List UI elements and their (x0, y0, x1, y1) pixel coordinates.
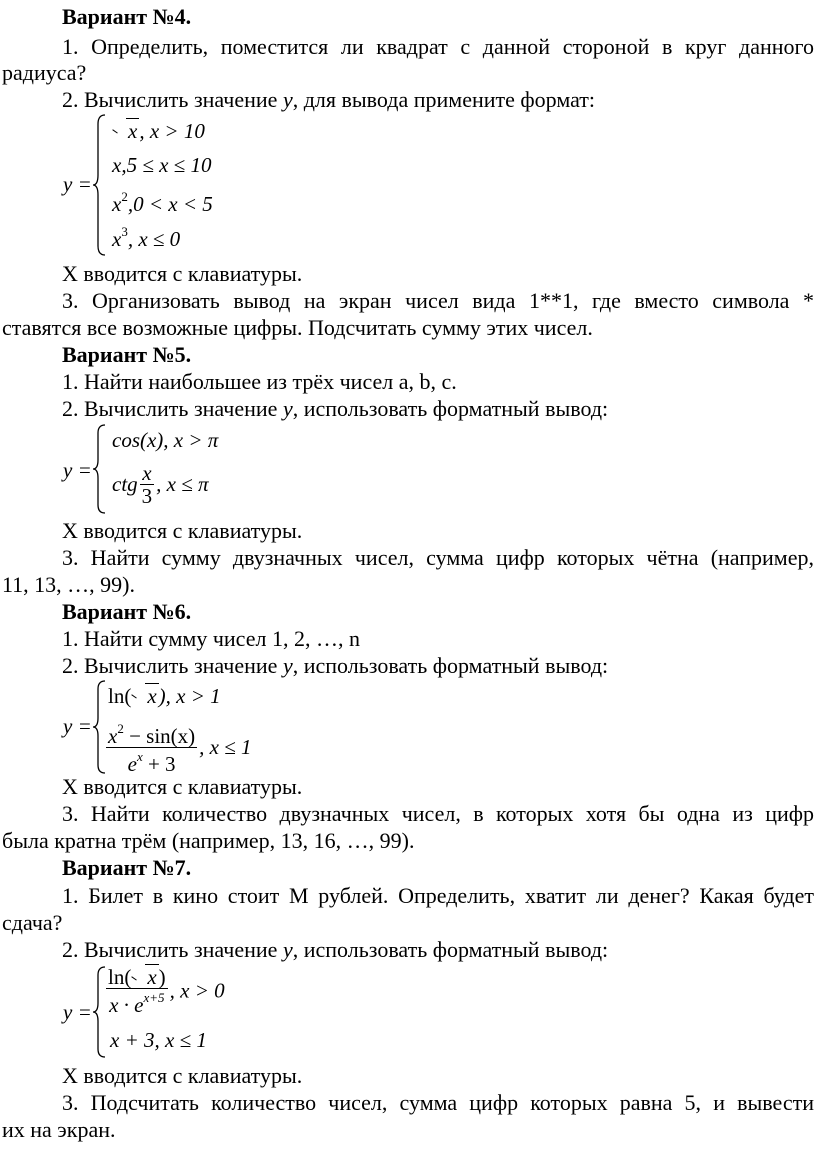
variant-5-heading: Вариант №5. (62, 342, 192, 367)
v7-case2: x + 3, x ≤ 1 (110, 1028, 207, 1052)
v4-task3-line2: ставятся все возможные цифры. Подсчитать сумму этих чисел. (2, 315, 593, 340)
v6-formula-lhs: y = (63, 714, 92, 738)
sqrt-icon: x (112, 119, 139, 144)
v6-case1: ln( x), x > 1 (108, 684, 221, 708)
v4-task1-line2: радиуса? (2, 60, 87, 85)
v5-task1: 1. Найти наибольшее из трёх чисел a, b, c. (62, 369, 457, 394)
v5-formula-lhs: y = (63, 458, 92, 482)
v5-task3-line1: 3. Найти сумму двузначных чисел, сумма цифр которых чётна (например, (62, 545, 814, 570)
variant-7-heading: Вариант №7. (62, 855, 192, 880)
v7-task3-line1: 3. Подсчитать количество чисел, сумма цифр которых равна 5, и вывести (62, 1090, 814, 1115)
v4-task2: 2. Вычислить значение y, для вывода примените формат: (62, 87, 596, 112)
v7-task3-line2: их на экран. (2, 1117, 116, 1142)
v4-case3: $x^2,0 < x < 5$ (112, 189, 213, 216)
v5-left-brace (92, 424, 108, 514)
v7-fraction: $\frac{\ln( x)}{x \cdot e^{x+5}}$ (108, 965, 166, 1017)
v5-case2: ctg $\frac{x}{3}$ , x ≤ π (112, 461, 209, 508)
v7-task1-line2: сдача? (2, 910, 63, 935)
v6-task3-line1: 3. Найти количество двузначных чисел, в которых хотя бы одна из цифр (62, 801, 814, 826)
v5-case1: cos(x), x > π (112, 428, 219, 452)
v5-fraction: $\frac{x}{3}$ (141, 461, 153, 508)
v4-left-brace (92, 114, 108, 256)
v6-x-input: X вводится с клавиатуры. (62, 774, 303, 799)
v4-task3-line1: 3. Организовать вывод на экран чисел вида 1**1, где вместо символа * (62, 288, 814, 313)
v5-task3-line2: 11, 13, …, 99). (2, 572, 136, 597)
v4-case1: x, x > 10 (112, 119, 205, 144)
v7-x-input: X вводится с клавиатуры. (62, 1063, 303, 1088)
v7-task1-line1: 1. Билет в кино стоит М рублей. Определить, хватит ли денег? Какая будет (62, 883, 814, 908)
sqrt-icon: x (131, 684, 158, 709)
v6-case2: $\frac{x^2 - \sin(x)}{e^x + 3}$ , x ≤ 1 (108, 721, 252, 776)
v7-case1: $\frac{\ln( x)}{x \cdot e^{x+5}}$ , x > 0 (108, 965, 225, 1017)
v5-formula (0, 420, 816, 516)
v6-task3-line2: была кратна трём (например, 13, 16, …, 99). (2, 828, 415, 853)
v6-task1: 1. Найти сумму чисел 1, 2, …, n (62, 626, 360, 651)
v4-task1-line1: 1. Определить, поместится ли квадрат с данной стороной в круг данного (62, 34, 814, 59)
variant-6-heading: Вариант №6. (62, 599, 192, 624)
v4-case2: x,5 ≤ x ≤ 10 (112, 153, 212, 177)
v6-task2: 2. Вычислить значение y, использовать форматный вывод: (62, 653, 609, 678)
v4-case4: $x^3$, x ≤ 0 (112, 224, 181, 251)
v4-x-input: X вводится с клавиатуры. (62, 261, 303, 286)
v4-formula-lhs: y = (63, 172, 92, 196)
v5-x-input: X вводится с клавиатуры. (62, 518, 303, 543)
v7-formula-lhs: y = (63, 1000, 92, 1024)
sqrt-icon: x (131, 966, 158, 988)
variant-4-heading: Вариант №4. (62, 4, 192, 29)
v7-task2: 2. Вычислить значение y, использовать форматный вывод: (62, 937, 609, 962)
v5-task2: 2. Вычислить значение y, использовать форматный вывод: (62, 396, 609, 421)
v4-formula (0, 110, 816, 260)
v6-formula (0, 676, 816, 776)
v7-formula (0, 962, 816, 1062)
v6-fraction: $\frac{x^2 - \sin(x)}{e^x + 3}$ (108, 721, 196, 776)
